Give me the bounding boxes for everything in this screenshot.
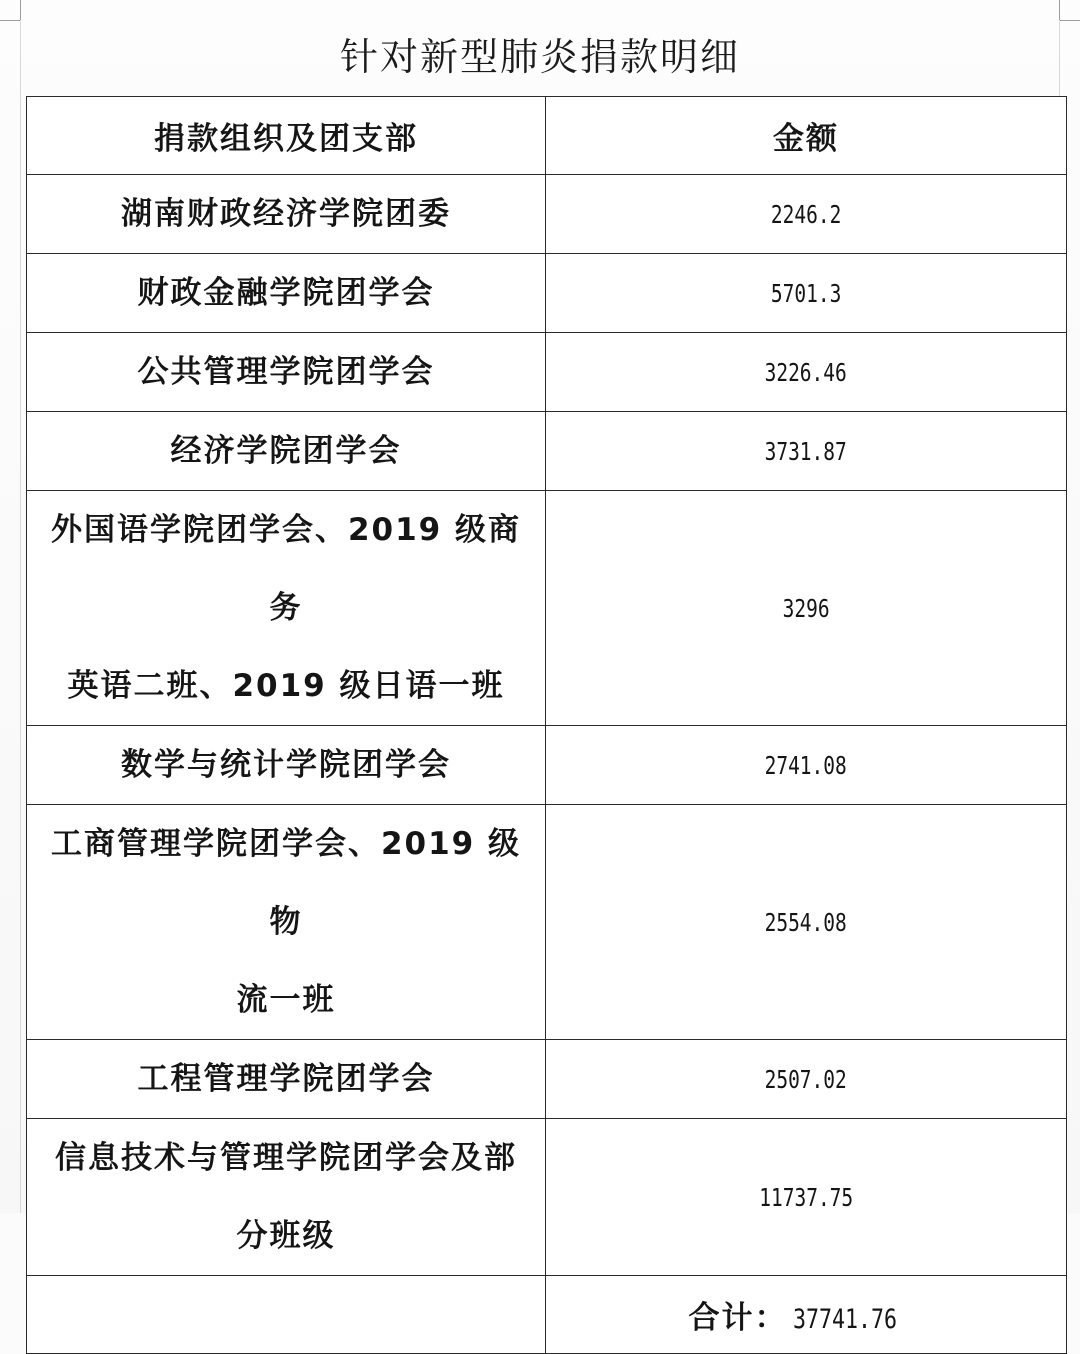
org-cell: 经济学院团学会 (27, 412, 546, 491)
org-cell (27, 1119, 546, 1276)
amount-cell (546, 175, 1067, 254)
org-cell (27, 805, 546, 1040)
total-empty-cell (27, 1276, 546, 1354)
table-header-row (27, 97, 1067, 175)
table-row (27, 412, 1067, 491)
page-margin-line-left (20, 20, 21, 1213)
table-row (27, 726, 1067, 805)
org-line-2: 英语二班、2019 级日语一班 (67, 668, 505, 704)
table-row (27, 491, 1067, 726)
amount-value: 3226.46 (764, 357, 848, 387)
page-corner-mark-top-right (1059, 0, 1080, 21)
donation-table (26, 96, 1067, 1354)
org-line-2: 分班级 (236, 1218, 336, 1254)
document-title: 针对新型肺炎捐款明细 (339, 35, 740, 79)
header-org: 捐款组织及团支部 (27, 97, 546, 175)
org-cell: 财政金融学院团学会 (27, 254, 546, 333)
org-cell: 数学与统计学院团学会 (27, 726, 546, 805)
header-amount: 金额 (546, 97, 1067, 175)
amount-value: 3296 (782, 593, 830, 623)
amount-cell (546, 254, 1067, 333)
org-cell: 湖南财政经济学院团委 (27, 175, 546, 254)
total-wrap (688, 1292, 923, 1337)
amount-value: 2246.2 (770, 199, 842, 229)
table-row (27, 805, 1067, 1040)
table-row (27, 175, 1067, 254)
amount-value: 2554.08 (764, 907, 848, 937)
amount-cell (546, 412, 1067, 491)
org-line-2: 流一班 (236, 982, 336, 1018)
org-cell (27, 491, 546, 726)
amount-value: 11737.75 (759, 1182, 853, 1212)
amount-value: 2741.08 (764, 750, 848, 780)
amount-value: 3731.87 (764, 436, 848, 466)
org-cell: 工程管理学院团学会 (27, 1040, 546, 1119)
amount-cell (546, 1040, 1067, 1119)
org-line-1: 外国语学院团学会、2019 级商务 (50, 512, 522, 626)
table-row (27, 254, 1067, 333)
table-row (27, 333, 1067, 412)
amount-cell (546, 491, 1067, 726)
amount-value: 5701.3 (770, 278, 842, 308)
total-row (27, 1276, 1067, 1354)
amount-cell (546, 333, 1067, 412)
org-line-1: 工商管理学院团学会、2019 级物 (50, 826, 522, 940)
table-row (27, 1040, 1067, 1119)
page-corner-mark-top-left (0, 0, 21, 21)
table-row (27, 1119, 1067, 1276)
total-label: 合计： (688, 1300, 788, 1336)
amount-cell (546, 1119, 1067, 1276)
amount-cell (546, 726, 1067, 805)
org-cell: 公共管理学院团学会 (27, 333, 546, 412)
total-value: 37741.76 (793, 1304, 898, 1335)
amount-cell (546, 805, 1067, 1040)
total-cell (546, 1276, 1067, 1354)
amount-value: 2507.02 (764, 1064, 848, 1094)
org-line-1: 信息技术与管理学院团学会及部 (55, 1140, 517, 1176)
